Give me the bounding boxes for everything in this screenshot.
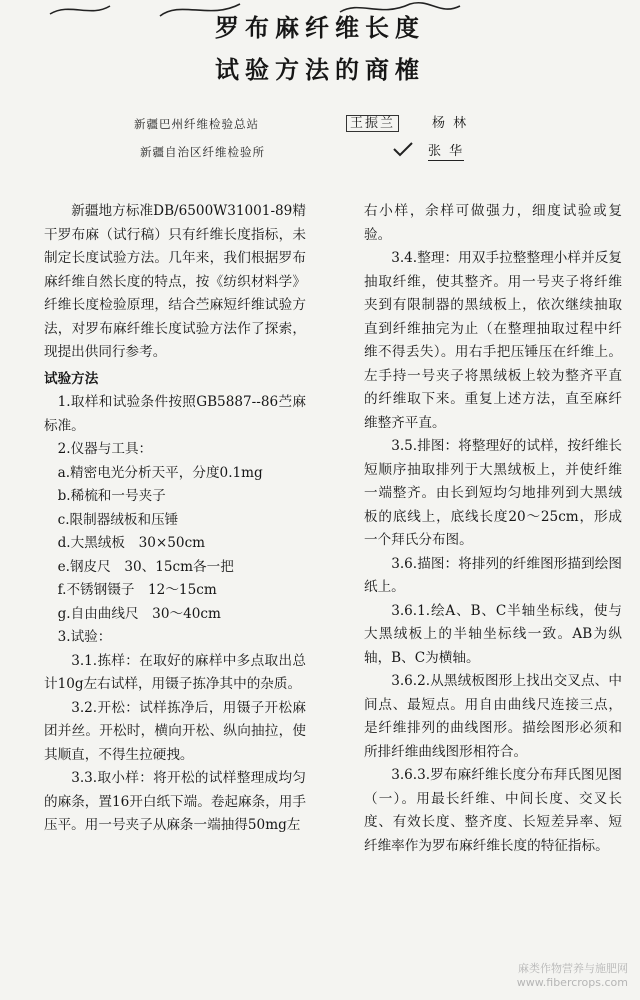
watermark xyxy=(517,962,628,990)
paragraph: 3.5.排图：将整理好的试样，按纤维长短顺序抽取排列于大黑绒板上，并使纤维一端整齐。由长到短均匀地排列到大黑绒板的底线上，底线长度20～25cm，形成一个拜氏分布图。 xyxy=(364,438,622,548)
paragraph: 3.试验： xyxy=(57,629,112,645)
author-1 xyxy=(346,112,399,131)
paragraph: 新疆地方标准DB/6500W31001-89精干罗布麻（试行稿）只有纤维长度指标，未制定长度试验方法。几年来，我们根据罗布麻纤维自然长度的特点，按《纺织材料学》纤维长度检验原理，结合苎麻短纤维试验方法，对罗布麻纤维长度试验方法作了探索，现提出供同行参考。 xyxy=(44,203,306,360)
author-2: 杨 林 xyxy=(432,116,469,131)
author-3 xyxy=(428,140,464,159)
paragraph: 3.6.描图：将排列的纤维图形描到绘图纸上。 xyxy=(364,555,622,595)
paragraph: f.不锈钢镊子 12～15cm xyxy=(57,582,217,598)
author-1-name: 王振兰 xyxy=(346,115,399,132)
check-mark-icon xyxy=(392,140,414,158)
paragraph: b.稀梳和一号夹子 xyxy=(57,488,166,504)
affiliation-1: 新疆巴州纤维检验总站 xyxy=(134,117,259,131)
affiliation-2: 新疆自治区纤维检验所 xyxy=(140,145,265,159)
article-title-line2: 试验方法的商榷 xyxy=(215,55,425,84)
paragraph: 3.4.整理：用双手拉整整理小样并反复抽取纤维，使其整齐。用一号夹子将纤维夹到有限制器的黑绒板上，依次继续抽取直到纤维抽完为止（在整理抽取过程中纤维不得丢失）。用右手把压锤压在纤维上。左手持一号夹子将黑绒板上较为整齐平直的纤维取下来。重复上述方法，直至麻纤维整齐平直。 xyxy=(364,250,622,431)
paragraph: 3.1.拣样：在取好的麻样中多点取出总计10g左右试样，用镊子拣净其中的杂质。 xyxy=(44,652,306,692)
watermark-line2: www.fibercrops.com xyxy=(516,976,628,989)
paragraph: a.精密电光分析天平，分度0.1mg xyxy=(57,464,263,481)
paragraph: 3.6.3.罗布麻纤维长度分布拜氏图见图（一）。用最长纤维、中间长度、交叉长度、有效长度、整齐度、长短差异率、短纤维率作为罗布麻纤维长度的特征指标。 xyxy=(364,767,622,854)
paragraph: 右小样，余样可做强力，细度试验或复验。 xyxy=(364,203,622,243)
paragraph: 3.2.开松：试样拣净后，用镊子开松麻团并丝。开松时，横向开松、纵向抽拉，使其顺直，不得生拉硬拽。 xyxy=(44,699,306,763)
paragraph: 2.仪器与工具： xyxy=(57,441,153,457)
paragraph: 3.3.取小样：将开松的试样整理成均匀的麻条，置16开白纸下端。卷起麻条，用手压平。用一号夹子从麻条一端抽得50mg左 xyxy=(44,770,306,833)
right-text-column xyxy=(364,200,622,858)
watermark-line1: 麻类作物营养与施肥网 xyxy=(518,962,628,975)
paragraph: e.钢皮尺 30、15cm各一把 xyxy=(57,558,234,575)
paragraph: c.限制器绒板和压锤 xyxy=(57,511,179,528)
left-text-column xyxy=(44,200,306,838)
paragraph: g.自由曲线尺 30～40cm xyxy=(57,605,221,622)
paragraph: 1.取样和试验条件按照GB5887--86苎麻标准。 xyxy=(44,394,306,434)
paragraph: 3.6.1.绘A、B、C半轴坐标线，使与大黑绒板上的半轴坐标线一致。AB为纵轴，B、C为横轴。 xyxy=(364,602,622,666)
article-title-line1: 罗布麻纤维长度 xyxy=(215,13,425,42)
column-divider xyxy=(332,200,333,950)
author-3-name: 张 华 xyxy=(428,144,465,159)
paragraph: 3.6.2.从黑绒板图形上找出交叉点、中间点、最短点。用自由曲线尺连接三点，是纤维排列的曲线图形。描绘图形必须和所排纤维曲线图形相符合。 xyxy=(364,673,622,760)
section-heading: 试验方法 xyxy=(44,370,99,387)
paragraph: d.大黑绒板 30×50cm xyxy=(57,535,206,551)
